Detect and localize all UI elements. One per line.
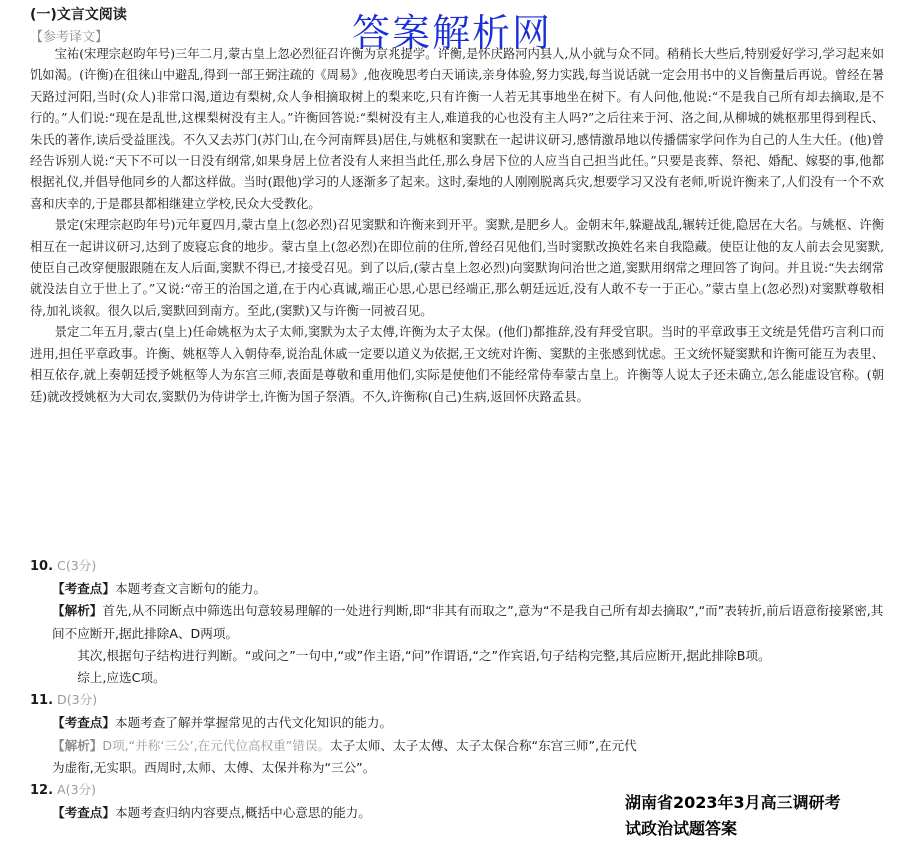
question-answer: D(3分) bbox=[57, 692, 98, 708]
question-11-header bbox=[30, 689, 884, 712]
question-answer: A(3分) bbox=[57, 782, 97, 798]
translation-paragraph-1: 宝祐(宋理宗赵昀年号)三年二月,蒙古皇上忽必烈征召许衡为京兆提学。许衡,是怀庆路河内县人,从小就与众不同。稍稍长大些后,特别爱好学习,学习起来如饥如渴。(许衡)在徂徕山中避乱,得到一部王弼注疏的《周易》,他夜晚思考白天诵读,亲身体验,努力实践,每当说话就一定会用书中的义旨衡量后再说。曾经在暑天路过河阳,当时(众人)非常口渴,道边有梨树,众人争相摘取树上的梨来吃,只有许衡一人若无其事地坐在树下。有人问他,他说:“不是我自己所有却去摘取,是不行的。”人们说:“现在是乱世,这棵梨树没有主人。”许衡回答说:“梨树没有主人,难道我的心也没有主人吗?”之后往来于河、洛之间,从柳城的姚枢那里得到程氏、朱氏的著作,读后受益匪浅。不久又去苏门(苏门山,在今河南辉县)居住,与姚枢和窦默在一起讲议研习,感情激昂地以传播儒家学问作为自己的人生大任。(他)曾经告诉别人说:“天下不可以一日没有纲常,如果身居上位者没有人来担当此任,那么身居下位的人应当自己担当此任。”只要是丧葬、祭祀、婚配、嫁娶的事,他都根据礼仪,并倡导他同乡的人都这样做。当时(跟他)学习的人逐渐多了起来。这时,秦地的人刚刚脱离兵灾,想要学习又没有老师,听说许衡来了,人们没有一个不欢喜和庆幸的,于是郡县都相继建立学校,民众大受教化。 bbox=[30, 47, 884, 211]
analysis-option-note: D项,“并称‘三公’,在元代位高权重”错误。 bbox=[102, 737, 331, 753]
analysis-tag: 【解析】 bbox=[52, 603, 103, 619]
answer-section bbox=[30, 555, 884, 824]
site-watermark: 答案解析网 bbox=[352, 11, 553, 55]
point-tag: 【考查点】 bbox=[52, 715, 115, 731]
point-text: 本题考查归纳内容要点,概括中心意思的能力。 bbox=[114, 805, 371, 821]
question-number: 11. bbox=[30, 693, 54, 709]
question-10-analysis bbox=[52, 600, 884, 644]
analysis-text: 首先,从不同断点中筛选出句意较易理解的一处进行判断,即“非其有而取之”,意为“不是我自己所有却去摘取”,“而”表转折,前后语意衔接紧密,其间不应断开,据此排除A、D两项。 bbox=[52, 603, 884, 641]
question-11-point bbox=[52, 712, 884, 734]
analysis-tag: 【解析】 bbox=[52, 737, 103, 753]
exam-title-line-1: 湖南省2023年3月高三调研考 bbox=[625, 793, 841, 812]
point-tag: 【考查点】 bbox=[52, 581, 115, 597]
translation-paragraph-2: 景定(宋理宗赵昀年号)元年夏四月,蒙古皇上(忽必烈)召见窦默和许衡来到开平。窦默,是肥乡人。金朝末年,躲避战乱,辗转迁徙,隐居在大名。与姚枢、许衡相互在一起讲议研习,达到了废寝忘食的地步。蒙古皇上(忽必烈)在即位前的住所,曾经召见他们,当时窦默改换姓名来自我隐藏。使臣让他的友人前去会见窦默,使臣自己改穿便服跟随在友人后面,窦默不得已,才接受召见。到了以后,(蒙古皇上忽必烈)向窦默询问治世之道,窦默用纲常之理回答了询问。并且说:“失去纲常就没法自立于世上了。”又说:“帝王的治国之道,在于内心真诚,端正心思,心思已经端正,那么朝廷远近,没有人敢不专一于正心。”蒙古皇上(忽必烈)对窦默尊敬相待,加礼谈叙。很久以后,窦默回到南方。至此,(窦默)又与许衡一同被召见。 bbox=[30, 218, 884, 318]
point-text: 本题考查文言断句的能力。 bbox=[114, 581, 267, 597]
exam-title-line-2: 试政治试题答案 bbox=[625, 819, 738, 838]
point-tag: 【考查点】 bbox=[52, 805, 115, 821]
question-11-analysis bbox=[52, 735, 642, 779]
reference-translation-tag: 【参考译文】 bbox=[30, 30, 109, 45]
point-text: 本题考查了解并掌握常见的古代文化知识的能力。 bbox=[114, 715, 393, 731]
analysis-text: 太子太师、太子太傅、太子太保合称“东宫三师”,在元代为虚衔,无实职。西周时,太师、太傅、太保并称为“三公”。 bbox=[52, 737, 637, 775]
question-10-header bbox=[30, 555, 884, 578]
question-number: 10. bbox=[30, 559, 54, 574]
translation-paragraph-3: 景定二年五月,蒙古(皇上)任命姚枢为太子太师,窦默为太子太傅,许衡为太子太保。(他们)都推辞,没有拜受官职。当时的平章政事王文统是凭借巧言利口而进用,担任平章政事。许衡、姚枢等人入朝侍奉,说治乱休戚一定要以道义为依据,王文统对许衡、窦默的主张感到忧虑。王文统怀疑窦默和许衡可能互为表里、相互依存,就上奏朝廷授予姚枢等人为东宫三师,表面是尊敬和重用他们,实际是使他们不能经常侍奉蒙古皇上。许衡等人说太子还未确立,怎么能虚设官称。(朝廷)就改授姚枢为大司农,窦默仍为侍讲学士,许衡为国子祭酒。不久,许衡称(自己)生病,返回怀庆路孟县。 bbox=[30, 325, 884, 404]
exam-title-watermark bbox=[625, 790, 895, 842]
question-10-conclusion: 综上,应选C项。 bbox=[77, 670, 166, 686]
question-10-analysis-2: 其次,根据句子结构进行判断。“或问之”一句中,“或”作主语,“问”作谓语,“之”作宾语,句子结构完整,其后应断开,据此排除B项。 bbox=[77, 647, 771, 663]
question-number: 12. bbox=[30, 783, 54, 799]
section-title: (一)文言文阅读 bbox=[30, 7, 127, 23]
reference-translation bbox=[30, 44, 884, 408]
question-answer: C(3分) bbox=[57, 558, 97, 573]
question-10-point bbox=[52, 578, 884, 600]
